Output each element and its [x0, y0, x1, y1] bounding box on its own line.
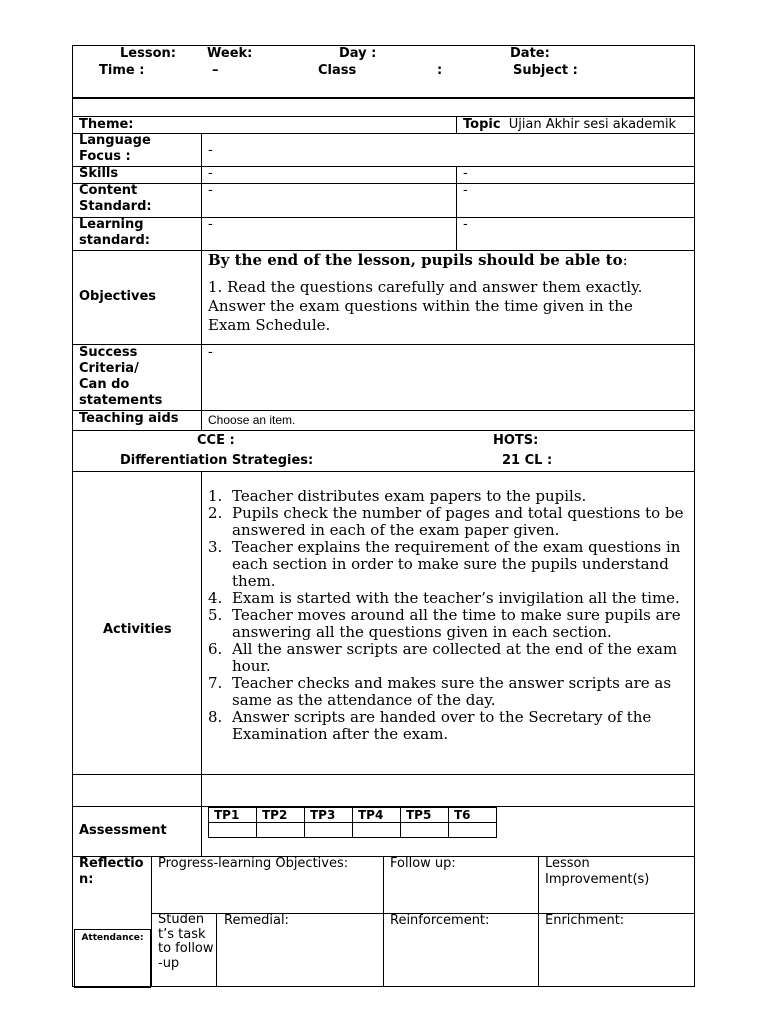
remedial-label: Remedial: — [224, 913, 289, 928]
progress-objectives-label: Progress-learning Objectives: — [158, 856, 349, 871]
time-label: Time : — [99, 63, 145, 78]
subject-label: Subject : — [513, 63, 578, 78]
reflection-label: Reflection: — [79, 856, 144, 887]
activity-item: 1. Teacher distributes exam papers to the pupils. — [208, 487, 587, 505]
hots-label: HOTS: — [493, 433, 539, 448]
tp3-cell[interactable] — [305, 823, 353, 838]
t6-cell[interactable] — [449, 823, 497, 838]
tp5-header: TP5 — [401, 808, 449, 823]
language-focus-value: - — [208, 143, 213, 158]
tp1-header: TP1 — [209, 808, 257, 823]
content-standard-left: - — [208, 183, 213, 198]
class-colon: : — [437, 63, 443, 78]
assessment-label: Assessment — [79, 823, 167, 838]
t6-header: T6 — [449, 808, 497, 823]
time-separator: – — [212, 63, 219, 78]
activity-item: 8. Answer scripts are handed over to the Secretary of the Examination after the exam. — [208, 708, 652, 743]
differentiation-label: Differentiation Strategies: — [120, 453, 314, 468]
students-task-label: Student’s task to follow-up — [158, 912, 214, 971]
objective-line-2: Answer the exam questions within the time given in the — [208, 297, 633, 315]
follow-up-label: Follow up: — [390, 856, 456, 871]
attendance-label: Attendance: — [81, 933, 144, 943]
learning-standard-right: - — [463, 217, 468, 232]
skills-left: - — [208, 166, 213, 181]
objective-line-1: 1. Read the questions carefully and answer them exactly. — [208, 278, 643, 296]
teaching-aids-select[interactable]: Choose an item. — [208, 413, 296, 427]
date-label: Date: — [510, 46, 550, 61]
activity-item: 2. Pupils check the number of pages and total questions to be answered in each of the exam paper given. — [208, 504, 684, 539]
teaching-aids-label: Teaching aids — [79, 411, 179, 426]
content-standard-label: Content Standard: — [79, 183, 152, 214]
skills-label: Skills — [79, 166, 119, 181]
topic-value: Ujian Akhir sesi akademik — [508, 117, 677, 132]
21cl-label: 21 CL : — [502, 453, 553, 468]
tp-level-table — [208, 807, 497, 838]
tp1-cell[interactable] — [209, 823, 257, 838]
topic-field — [463, 117, 676, 133]
language-focus-label: Language Focus : — [79, 133, 151, 164]
tp5-cell[interactable] — [401, 823, 449, 838]
tp2-cell[interactable] — [257, 823, 305, 838]
topic-label: Topic — [463, 117, 501, 132]
theme-label: Theme: — [79, 117, 134, 132]
tp3-header: TP3 — [305, 808, 353, 823]
learning-standard-left: - — [208, 217, 213, 232]
objectives-heading-text: By the end of the lesson, pupils should be able to — [208, 251, 623, 269]
activities-label: Activities — [103, 622, 172, 637]
day-label: Day : — [339, 46, 377, 61]
week-label: Week: — [207, 46, 253, 61]
success-criteria-label: Success Criteria/ Can do statements — [79, 345, 163, 408]
tp4-header: TP4 — [353, 808, 401, 823]
tp4-cell[interactable] — [353, 823, 401, 838]
reinforcement-label: Reinforcement: — [390, 913, 490, 928]
learning-standard-label: Learning standard: — [79, 217, 150, 248]
attendance-box[interactable] — [74, 929, 151, 988]
tp2-header: TP2 — [257, 808, 305, 823]
activity-item: 3. Teacher explains the requirement of the exam questions in each section in order to make sure the pupils understand them. — [208, 538, 681, 590]
activity-item: 6. All the answer scripts are collected at the end of the exam hour. — [208, 640, 678, 675]
objectives-heading — [208, 251, 628, 269]
lesson-label: Lesson: — [120, 46, 176, 61]
lesson-improvement-label: Lesson Improvement(s) — [545, 856, 650, 887]
class-label: Class — [318, 63, 357, 78]
activity-item: 4. Exam is started with the teacher’s invigilation all the time. — [208, 589, 680, 607]
enrichment-label: Enrichment: — [545, 913, 625, 928]
objectives-heading-colon: : — [622, 251, 628, 269]
activity-item: 7. Teacher checks and makes sure the answer scripts are as same as the attendance of the day. — [208, 674, 672, 709]
cce-label: CCE : — [197, 433, 235, 448]
success-criteria-value: - — [208, 345, 213, 360]
activities-list — [208, 488, 690, 743]
skills-right: - — [463, 166, 468, 181]
objectives-label: Objectives — [79, 289, 157, 304]
content-standard-right: - — [463, 183, 468, 198]
activity-item: 5. Teacher moves around all the time to make sure pupils are answering all the questions given in each section. — [208, 606, 681, 641]
objective-line-3: Exam Schedule. — [208, 316, 331, 334]
